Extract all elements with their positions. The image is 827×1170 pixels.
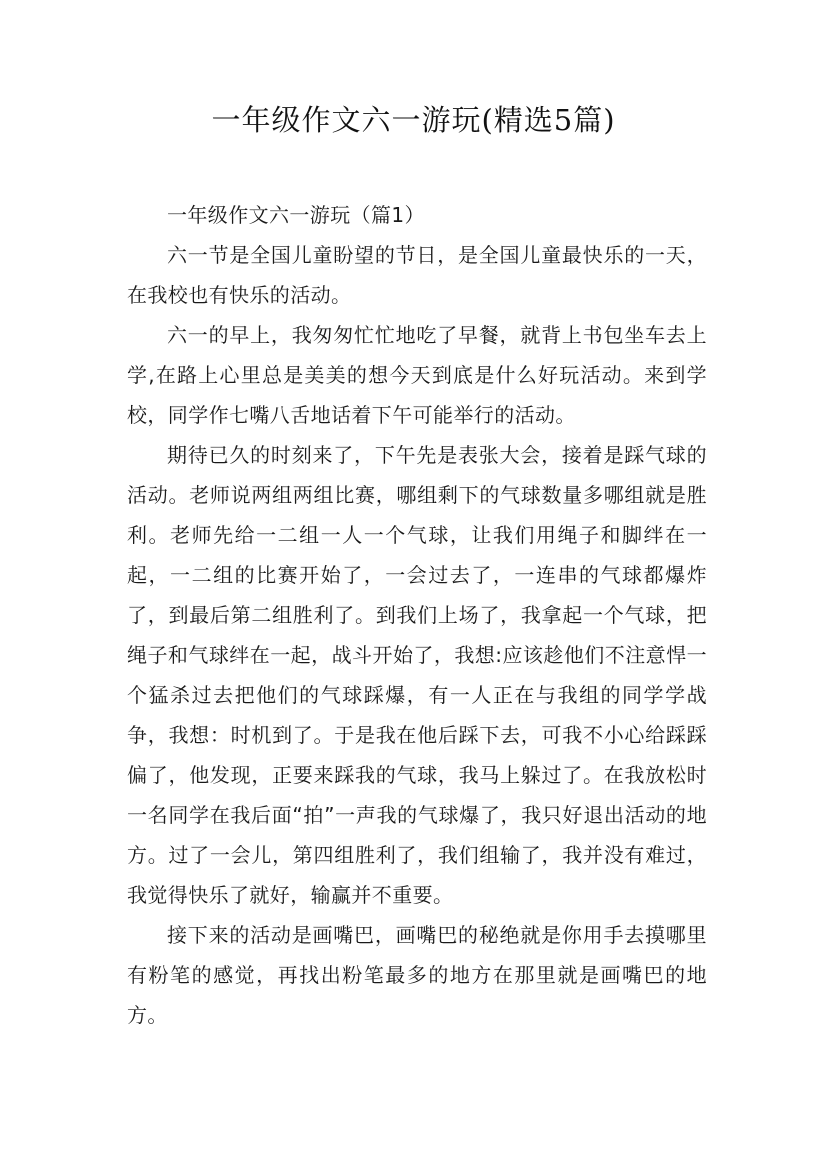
paragraph: 期待已久的时刻来了，下午先是表张大会，接着是踩气球的活动。老师说两组两组比赛，哪组剩下的气球数量多哪组就是胜利。老师先给一二组一人一个气球，让我们用绳子和脚绊在一起，一二组的比赛开始了，一会过去了，一连串的气球都爆炸了，到最后第二组胜利了。到我们上场了，我拿起一个气球，把绳子和气球绊在一起，战斗开始了，我想:应该趁他们不注意悍一个猛杀过去把他们的气球踩爆，有一人正在与我组的同学学战争，我想：时机到了。于是我在他后踩下去，可我不小心给踩踩偏了，他发现，正要来踩我的气球，我马上躲过了。在我放松时一名同学在我后面“拍”一声我的气球爆了，我只好退出活动的地方。过了一会儿，第四组胜利了，我们组输了，我并没有难过，我觉得快乐了就好，输赢并不重要。 <box>127 443 707 907</box>
section-heading: 一年级作文六一游玩（篇1） <box>167 203 425 227</box>
paragraph: 接下来的活动是画嘴巴，画嘴巴的秘绝就是你用手去摸哪里有粉笔的感觉，再找出粉笔最多的地方在那里就是画嘴巴的地方。 <box>127 923 707 1027</box>
document-body <box>127 195 707 1035</box>
document-title: 一年级作文六一游玩(精选5篇) <box>211 103 616 137</box>
paragraph: 六一的早上，我匆匆忙忙地吃了早餐，就背上书包坐车去上学,在路上心里总是美美的想今天到底是什么好玩活动。来到学校，同学作七嘴八舌地话着下午可能举行的活动。 <box>127 323 707 427</box>
paragraph: 六一节是全国儿童盼望的节日，是全国儿童最快乐的一天，在我校也有快乐的活动。 <box>127 243 707 307</box>
